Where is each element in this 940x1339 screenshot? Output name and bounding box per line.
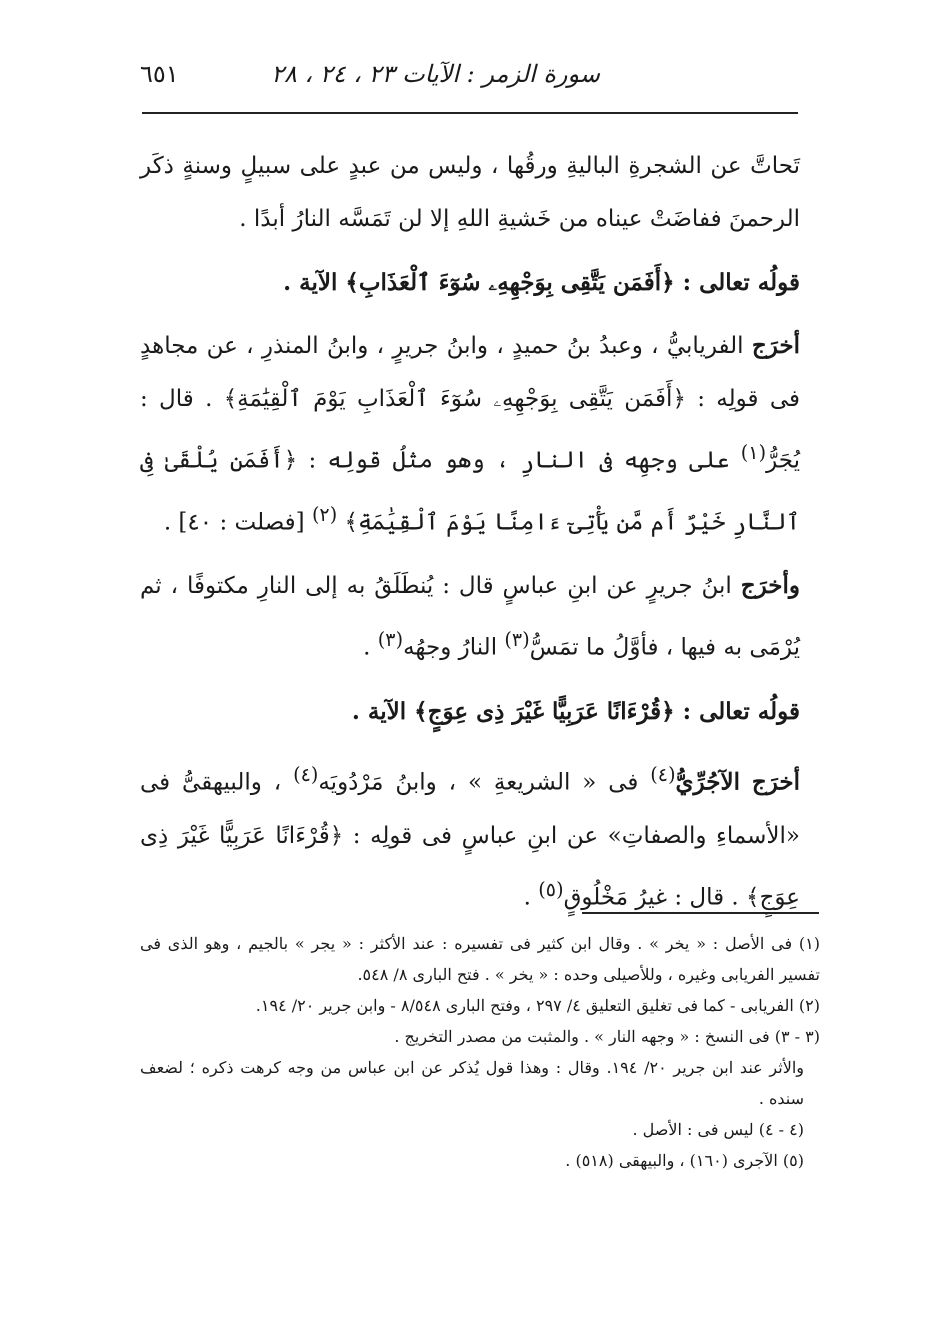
heading-tail: الآية . — [351, 697, 407, 725]
paragraph-text: النارُ وجهُه — [403, 634, 498, 661]
surah-citation: [فصلت : ٤٠] . — [163, 509, 305, 536]
paragraph-text: ، والبيهقىُّ فى «الأسماءِ والصفاتِ» عن ابنِ عباسٍ فى قولِه : ﴿قُرْءَانًا عَرَبِيًّا غَيْرَ ذِى عِوَجٍ﴾ . قال : غيرُ مَخْلُوقٍ — [140, 769, 800, 911]
paragraph-text: ابنُ جريرٍ عن ابنِ عباسٍ قال : يُنطَلَقُ به إلى النارِ مكتوفًا ، ثم يُرْمَى به فيها ، فأوَّلُ ما تمَسُّ — [140, 573, 800, 661]
paragraph — [140, 140, 800, 246]
paragraph — [140, 748, 800, 924]
footnote: (٥) الآجرى (١٦٠) ، والبيهقى (٥١٨) . — [565, 1151, 804, 1170]
verse-heading — [140, 685, 800, 738]
paragraph-text: الفريابيُّ ، وعبدُ بنُ حميدٍ ، وابنُ جريرٍ ، وابنُ المنذرِ ، عن مجاهدٍ فى قولِه : ﴿أَفَمَن يَتَّقِى بِوَجْهِهِۦ سُوٓءَ ٱلْعَذَابِ يَوْمَ ٱلْقِيَٰمَةِ﴾ . قال : يُجَرُّ — [140, 333, 801, 474]
paragraph-text: الآجُرِّيُّ — [675, 768, 740, 796]
quran-verse: ﴿قُرْءَانًا عَرَبِيًّا غَيْرَ ذِى عِوَجٍ﴾ — [414, 697, 675, 725]
running-header — [140, 60, 800, 100]
footnote: (٤ - ٤) ليس فى : الأصل . — [632, 1120, 804, 1139]
paragraph-end: . — [523, 884, 531, 911]
footnote: والأثر عند ابن جرير ٢٠/ ١٩٤. وقال : وهذا قول يُذكر عن ابن عباس من وجه كرهت ذكره ؛ لضعف سنده . — [140, 1058, 804, 1108]
paragraph-text: تَحاتَّ عن الشجرةِ الباليةِ ورقُها ، وليس من عبدٍ على سبيلٍ وسنةٍ ذكَر الرحمنَ ففاضَتْ عيناه من خَشيةِ اللهِ إلا لن تَمَسَّه النارُ أبدًا . — [140, 153, 800, 232]
main-text — [140, 140, 800, 934]
lead-word: وأخرَج — [740, 572, 801, 600]
footnotes — [140, 928, 820, 1176]
lead-word: أخرَج — [751, 768, 801, 796]
lead-word: أخرَج — [751, 332, 800, 359]
heading-tail: الآية . — [283, 269, 338, 296]
footnote-marker: (٥) — [538, 877, 564, 901]
quran-verse: ﴿أَفَمَن يَتَّقِى بِوَجْهِهِۦ سُوٓءَ ٱلْعَذَابِ﴾ — [345, 269, 675, 296]
footnote-marker: (٤) — [293, 762, 319, 786]
footnote-marker: (٣) — [504, 628, 530, 652]
footnote-marker: (٢) — [311, 502, 338, 526]
heading-label: قولُه تعالى : — [682, 269, 800, 296]
paragraph-text: على وجهِه فى النارِ ، وهو مثلُ قولِه : ﴿أَفَمَن يُلْقَىٰ فِى ٱلنَّارِ خَيْرٌ أَم مَّن يَأْتِىٓ ءَامِنًا يَوْمَ ٱلْقِيَٰمَةِ﴾ — [140, 447, 800, 536]
footnote-marker: (١) — [740, 441, 767, 464]
header-title: سورة الزمر : الآيات ٢٣ ، ٢٤ ، ٢٨ — [271, 60, 600, 88]
footnote-rule — [582, 912, 819, 914]
footnote-marker: (٤) — [650, 762, 676, 786]
header-rule — [142, 112, 798, 114]
paragraph-end: . — [363, 634, 371, 661]
heading-label: قولُه تعالى : — [682, 697, 800, 725]
paragraph — [140, 559, 800, 675]
verse-heading — [140, 256, 800, 309]
footnote: (١) فى الأصل : « يخر » . وقال ابن كثير فى تفسيره : عند الأكثر : « يجر » بالجيم ، وهو الذى فى تفسير الفريابى وغيره ، وللأصيلى وحده : « يخر » . فتح البارى ٨/ ٥٤٨. — [140, 934, 820, 984]
footnote-marker: (٣) — [377, 628, 404, 652]
paragraph — [140, 319, 800, 549]
footnote: (٢) الفريابى - كما فى تغليق التعليق ٤/ ٢٩٧ ، وفتح البارى ٨/٥٤٨ - وابن جرير ٢٠/ ١٩٤. — [255, 996, 820, 1015]
page-number: ٦٥١ — [140, 60, 179, 88]
paragraph-text: فى « الشريعةِ » ، وابنُ مَرْدُويَه — [318, 769, 639, 796]
footnote: (٣ - ٣) فى النسخ : « وجهه النار » . والمثبت من مصدر التخريج . — [394, 1027, 820, 1046]
